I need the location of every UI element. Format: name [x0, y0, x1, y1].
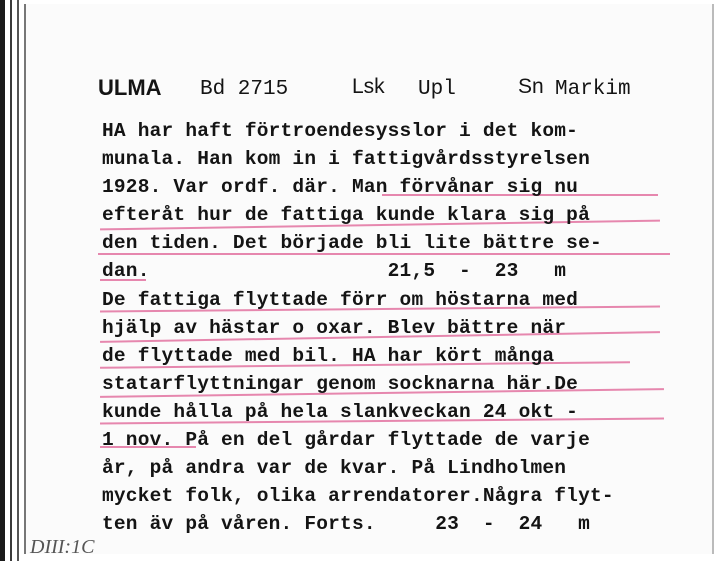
- parish-value: Markim: [555, 78, 631, 101]
- text-line: statarflyttningar genom socknarna här.De: [102, 372, 579, 395]
- text-line: munala. Han kom in i fattigvårdsstyrelsen: [102, 148, 590, 171]
- text-line: hjälp av hästar o oxar. Blev bättre när: [102, 316, 567, 339]
- text-line: mycket folk, olika arrendatorer.Några flyt-: [102, 485, 614, 508]
- province-value: Upl: [418, 78, 456, 101]
- province-label: Lsk: [352, 75, 385, 98]
- text-line: 1928. Var ordf. där. Man förvånar sig nu: [102, 176, 579, 199]
- text-line: De fattiga flyttade förr om höstarna med: [102, 288, 579, 311]
- parish-label: Sn: [518, 75, 544, 98]
- text-line: den tiden. Det började bli lite bättre se-: [102, 232, 602, 255]
- text-line: efteråt hur de fattiga kunde klara sig på: [102, 204, 590, 227]
- text-line: ten äv på våren. Forts. 23 - 24 m: [102, 513, 590, 536]
- text-line: HA har haft förtroendesysslor i det kom-: [102, 120, 579, 142]
- text-line: dan. 21,5 - 23 m: [102, 260, 567, 283]
- text-line: 1 nov. På en del gårdar flyttade de varje: [102, 429, 590, 452]
- archive-name: ULMA: [98, 75, 162, 100]
- text-line: kunde hålla på hela slankveckan 24 okt -: [102, 400, 579, 423]
- text-line: år, på andra var de kvar. På Lindholmen: [102, 457, 567, 480]
- volume-number: Bd 2715: [200, 78, 289, 101]
- card-body: [102, 117, 702, 538]
- margin-note: DIII:1C: [30, 536, 95, 558]
- text-line: de flyttade med bil. HA har kört många: [102, 344, 555, 367]
- card-header: [0, 72, 718, 108]
